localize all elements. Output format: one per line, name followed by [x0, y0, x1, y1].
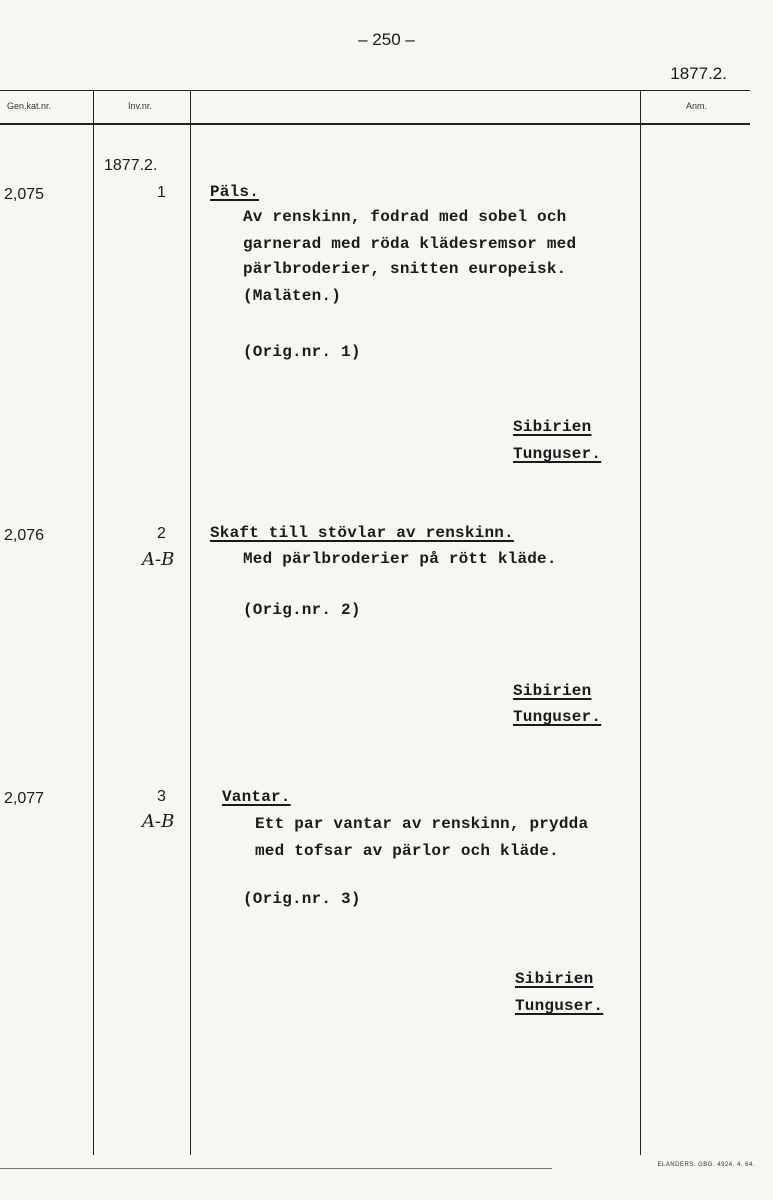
region: Sibirien	[515, 970, 594, 988]
entry-title: Vantar.	[222, 788, 291, 806]
people: Tunguser.	[515, 997, 604, 1015]
corner-year: 1877.2.	[670, 64, 727, 83]
inv-nr: 1	[157, 184, 166, 201]
entry-title: Päls.	[210, 183, 260, 201]
description-line: med tofsar av pärlor och kläde.	[255, 842, 559, 860]
inv-nr: 3	[157, 788, 166, 805]
region: Sibirien	[513, 682, 592, 700]
column-rule-3	[640, 90, 641, 1155]
column-rule-1	[93, 90, 94, 1155]
header-anm: Anm.	[686, 101, 708, 111]
handwritten-note: A-B	[142, 549, 175, 570]
page-number: – 250 –	[358, 30, 415, 49]
column-rule-2	[190, 90, 191, 1155]
description-line: Ett par vantar av renskinn, prydda	[255, 815, 589, 833]
header-inv-nr: Inv.nr.	[128, 101, 152, 111]
people: Tunguser.	[513, 445, 602, 463]
people: Tunguser.	[513, 708, 602, 726]
region: Sibirien	[513, 418, 592, 436]
description-line: pärlbroderier, snitten europeisk.	[243, 260, 567, 278]
description-line: (Maläten.)	[243, 287, 342, 305]
original-number: (Orig.nr. 1)	[243, 343, 361, 361]
description-line: Av renskinn, fodrad med sobel och	[243, 208, 567, 226]
description-line: Med pärlbroderier på rött kläde.	[243, 550, 557, 568]
header-bottom-rule	[0, 123, 750, 125]
header-gen-kat-nr: Gen.kat.nr.	[7, 101, 52, 111]
original-number: (Orig.nr. 3)	[243, 890, 361, 908]
gen-kat-nr: 2,077	[4, 790, 45, 807]
group-year: 1877.2.	[104, 157, 158, 174]
printer-imprint: ELANDERS. GBG. 4924. 4. 64.	[657, 1162, 755, 1168]
inv-nr: 2	[157, 525, 166, 542]
entry-title: Skaft till stövlar av renskinn.	[210, 524, 514, 542]
header-top-rule	[0, 90, 750, 91]
gen-kat-nr: 2,076	[4, 527, 45, 544]
gen-kat-nr: 2,075	[4, 186, 45, 203]
handwritten-note: A-B	[142, 811, 175, 832]
original-number: (Orig.nr. 2)	[243, 601, 361, 619]
description-line: garnerad med röda klädesremsor med	[243, 235, 577, 253]
bottom-rule	[0, 1168, 552, 1169]
